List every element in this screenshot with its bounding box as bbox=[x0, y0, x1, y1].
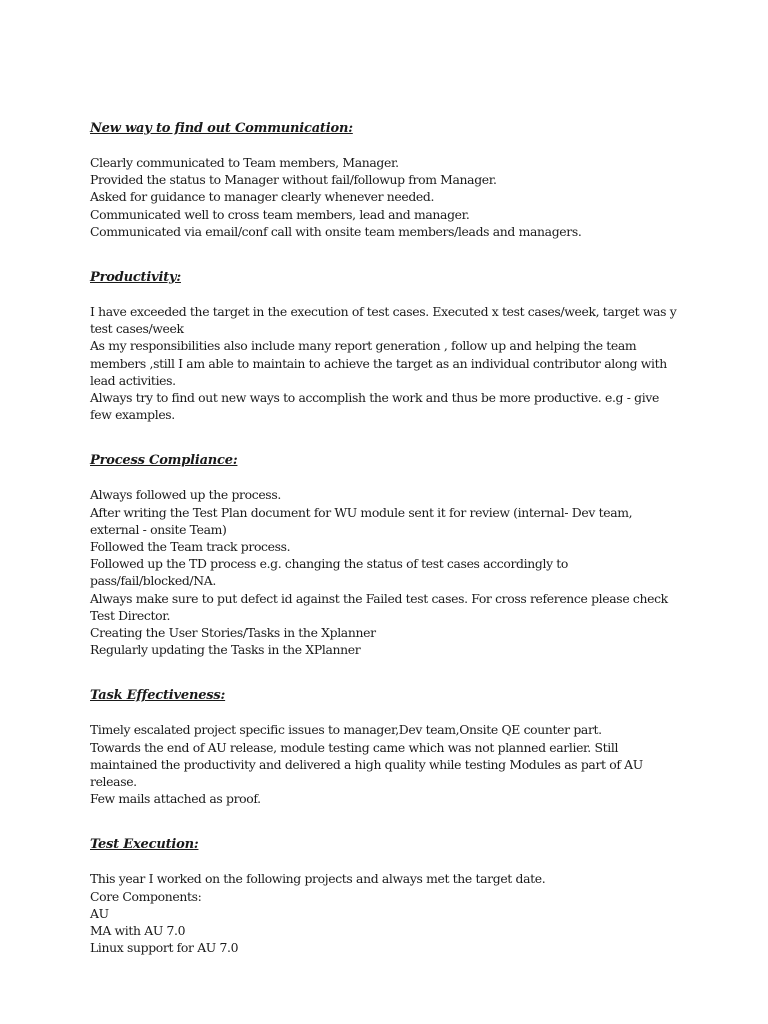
section-heading: Test Execution: bbox=[90, 837, 199, 853]
section-heading: New way to find out Communication: bbox=[90, 121, 353, 136]
paragraph-line: Towards the end of AU release, module testing came which was not planned earlier. Still maintained the productivity and delivered a high quality while testing Modules as part of AU release. bbox=[90, 739, 643, 790]
section-heading: Task Effectiveness: bbox=[90, 688, 226, 704]
paragraph-line: Always make sure to put defect id against the Failed test cases. For cross reference please check Test Director. bbox=[90, 590, 668, 623]
paragraph-line: Communicated well to cross team members, lead and manager. bbox=[90, 206, 470, 222]
paragraph-line: Regularly updating the Tasks in the XPlanner bbox=[90, 642, 361, 658]
paragraph-line: MA with AU 7.0 bbox=[90, 923, 186, 939]
paragraph-line: AU bbox=[90, 905, 109, 921]
section-process-compliance bbox=[90, 452, 680, 658]
paragraph-line: Creating the User Stories/Tasks in the Xplanner bbox=[90, 625, 376, 641]
document-page bbox=[90, 120, 680, 957]
section-heading: Productivity: bbox=[90, 270, 181, 286]
paragraph-line: Timely escalated project specific issues to manager,Dev team,Onsite QE counter part. bbox=[90, 722, 602, 738]
paragraph-line: Always try to find out new ways to accomplish the work and thus be more productive. e.g - give few examples. bbox=[90, 390, 659, 423]
paragraph-line: Communicated via email/conf call with onsite team members/leads and managers. bbox=[90, 223, 582, 239]
section-communication bbox=[90, 120, 680, 240]
paragraph-line: Asked for guidance to manager clearly whenever needed. bbox=[90, 189, 435, 205]
paragraph-line: Few mails attached as proof. bbox=[90, 791, 261, 807]
section-task-effectiveness bbox=[90, 687, 680, 807]
paragraph-line: As my responsibilities also include many report generation , follow up and helping the team members ,still I am able to maintain to achieve the target as an individual contributor along with lead activities. bbox=[90, 338, 667, 388]
paragraph-line: Linux support for AU 7.0 bbox=[90, 940, 239, 956]
paragraph-line: Followed up the TD process e.g. changing the status of test cases accordingly to pass/fail/blocked/NA. bbox=[90, 556, 569, 589]
paragraph-line: I have exceeded the target in the execution of test cases. Executed x test cases/week, target was y test cases/week bbox=[90, 304, 677, 337]
paragraph-line: After writing the Test Plan document for WU module sent it for review (internal- Dev team, external - onsite Team) bbox=[90, 504, 633, 537]
paragraph-line: Always followed up the process. bbox=[90, 487, 281, 503]
section-productivity bbox=[90, 269, 680, 423]
paragraph-line: Provided the status to Manager without fail/followup from Manager. bbox=[90, 172, 497, 188]
section-heading: Process Compliance: bbox=[90, 453, 238, 469]
paragraph-line: This year I worked on the following projects and always met the target date. bbox=[90, 871, 546, 887]
section-test-execution bbox=[90, 836, 680, 956]
paragraph-line: Core Components: bbox=[90, 888, 202, 904]
paragraph-line: Followed the Team track process. bbox=[90, 539, 291, 555]
paragraph-line: Clearly communicated to Team members, Manager. bbox=[90, 155, 399, 170]
